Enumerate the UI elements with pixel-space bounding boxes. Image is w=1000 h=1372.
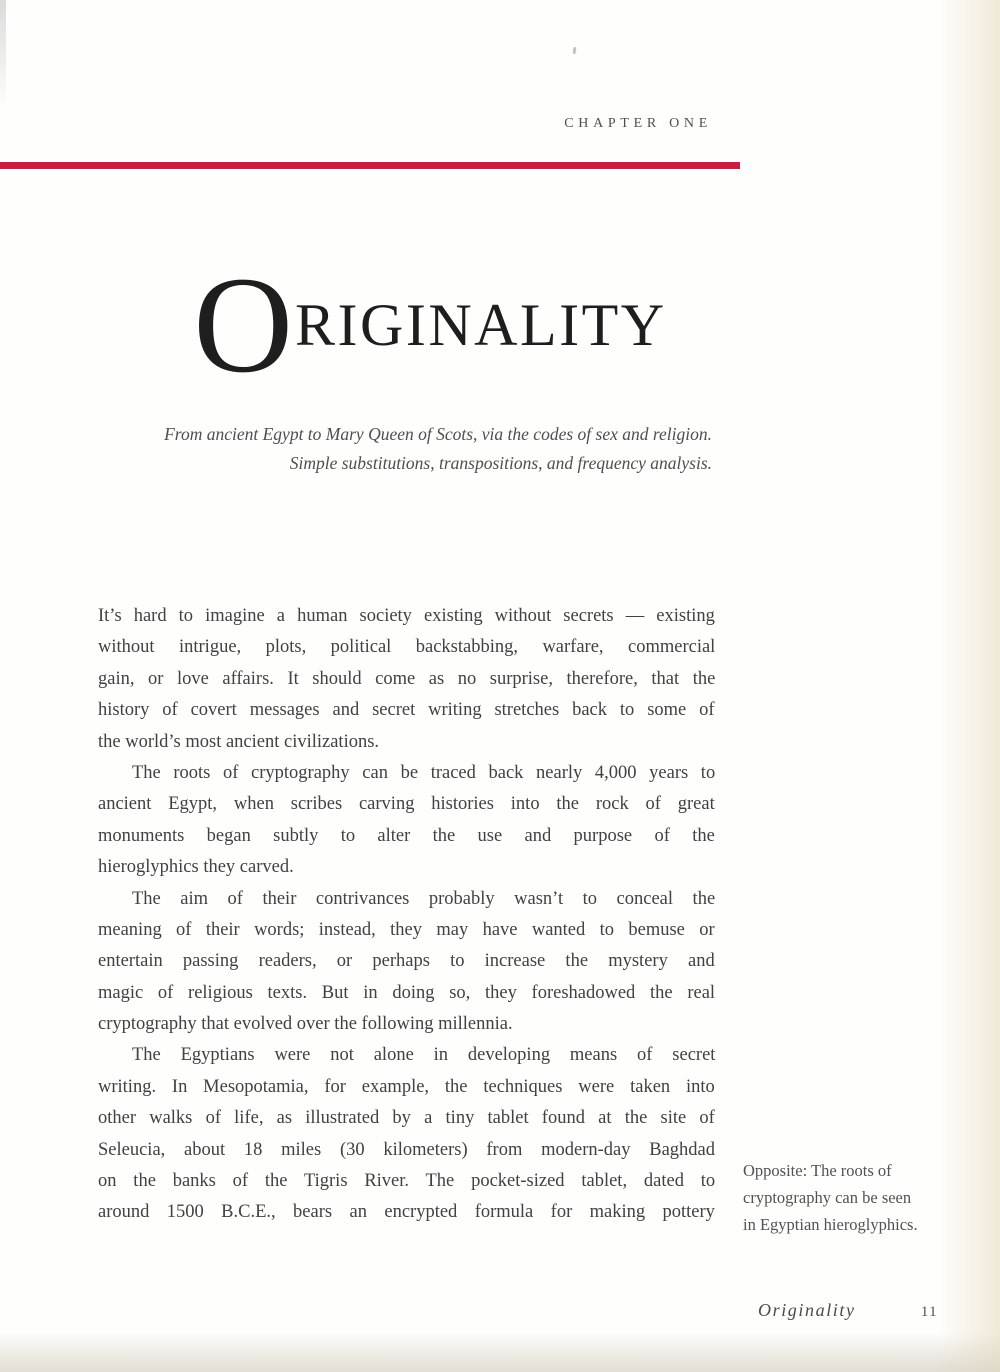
- sidenote-line: Opposite: The roots of: [743, 1161, 892, 1180]
- sidenote-line: in Egyptian hieroglyphics.: [743, 1215, 918, 1234]
- chapter-subtitle-line: From ancient Egypt to Mary Queen of Scots, via the codes of sex and religion.: [164, 424, 712, 444]
- body-line: the world’s most ancient civilizations.: [98, 731, 380, 752]
- body-line: cryptography that evolved over the following millennia.: [98, 1014, 513, 1035]
- chapter-subtitle: [100, 420, 712, 478]
- body-line: around 1500 B.C.E., bears an encrypted formula for making pottery: [98, 1202, 715, 1223]
- chapter-title-initial: O: [193, 248, 294, 401]
- body-line: entertain passing readers, or perhaps to increase the mystery and: [98, 951, 715, 972]
- body-line: The roots of cryptography can be traced back nearly 4,000 years to: [132, 762, 716, 783]
- page-bottom-edge-shadow: [0, 1332, 1000, 1372]
- body-line: writing. In Mesopotamia, for example, the techniques were taken into: [98, 1076, 715, 1097]
- chapter-rule: [0, 162, 740, 169]
- body-line: monuments began subtly to alter the use and purpose of the: [98, 825, 715, 846]
- body-line: It’s hard to imagine a human society existing without secrets — existing: [98, 606, 715, 626]
- body-line: hieroglyphics they carved.: [98, 857, 294, 878]
- body-line: history of covert messages and secret writing stretches back to some of: [98, 700, 715, 721]
- body-line: The aim of their contrivances probably wasn’t to conceal the: [132, 888, 716, 909]
- body-line: The Egyptians were not alone in developing means of secret: [132, 1045, 716, 1066]
- body-line: without intrigue, plots, political backstabbing, warfare, commercial: [98, 637, 716, 658]
- chapter-label: CHAPTER ONE: [564, 116, 712, 131]
- page-left-edge-shadow: [0, 0, 6, 110]
- scan-artifact-speck: [573, 47, 577, 54]
- sidenote-line: cryptography can be seen: [743, 1188, 912, 1207]
- page-number: 11: [921, 1304, 938, 1320]
- chapter-title: [100, 248, 760, 401]
- running-head: Originality: [758, 1300, 856, 1320]
- chapter-subtitle-line: Simple substitutions, transpositions, and frequency analysis.: [289, 453, 712, 473]
- body-line: other walks of life, as illustrated by a tiny tablet found at the site of: [98, 1108, 715, 1129]
- chapter-title-rest: RIGINALITY: [295, 292, 667, 358]
- body-line: magic of religious texts. But in doing so, they foreshadowed the real: [98, 982, 716, 1003]
- sidenote: [743, 1157, 958, 1238]
- body-line: gain, or love affairs. It should come as no surprise, therefore, that the: [98, 668, 716, 689]
- body-line: Seleucia, about 18 miles (30 kilometers) from modern-day Baghdad: [98, 1139, 715, 1160]
- body-line: meaning of their words; instead, they may have wanted to bemuse or: [98, 919, 715, 940]
- body-text: [98, 601, 715, 1229]
- body-line: ancient Egypt, when scribes carving histories into the rock of great: [98, 794, 715, 815]
- body-line: on the banks of the Tigris River. The pocket-sized tablet, dated to: [98, 1171, 716, 1192]
